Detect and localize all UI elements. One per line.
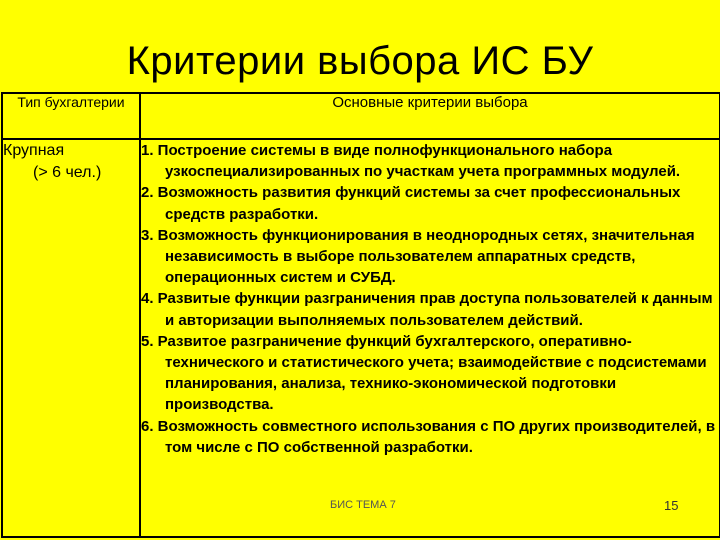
criteria-list bbox=[141, 140, 719, 458]
page-number: 15 bbox=[664, 498, 679, 513]
accounting-type-size: (> 6 чел.) bbox=[33, 164, 102, 181]
table-row bbox=[2, 139, 720, 537]
accounting-type-name: Крупная bbox=[3, 142, 65, 159]
table-header-row bbox=[2, 93, 720, 139]
slide-title: Критерии выбора ИС БУ bbox=[126, 39, 594, 83]
criteria-item-4: 4. Развитые функции разграничения прав доступа пользователей к данным и авторизации выполняемых пользователем действий. bbox=[141, 290, 713, 329]
accounting-type-cell bbox=[2, 139, 140, 537]
criteria-item-6: 6. Возможность совместного использования с ПО других производителей, в том числе с ПО собственной разработки. bbox=[141, 417, 716, 456]
header-main-criteria: Основные критерии выбора bbox=[140, 93, 720, 139]
criteria-item-1: 1. Построение системы в виде полнофункционального набора узкоспециализированных по участкам учета программных модулей. bbox=[141, 142, 681, 181]
criteria-table bbox=[1, 92, 720, 538]
criteria-item-2: 2. Возможность развития функций системы за счет профессиональных средств разработки. bbox=[141, 184, 681, 223]
criteria-item-5: 5. Развитое разграничение функций бухгалтерского, оперативно-технического и статистического учета; взаимодействие с подсистемами планирования, анализа, технико-экономической подготовки производства. bbox=[141, 332, 707, 414]
criteria-cell bbox=[140, 139, 720, 537]
header-accounting-type: Тип бухгалтерии bbox=[2, 93, 140, 139]
criteria-item-3: 3. Возможность функционирования в неоднородных сетях, значительная независимость в выборе пользователем аппаратных средств, операционных систем и СУБД. bbox=[141, 226, 695, 287]
slide-footer: БИС ТЕМА 7 bbox=[330, 499, 396, 511]
